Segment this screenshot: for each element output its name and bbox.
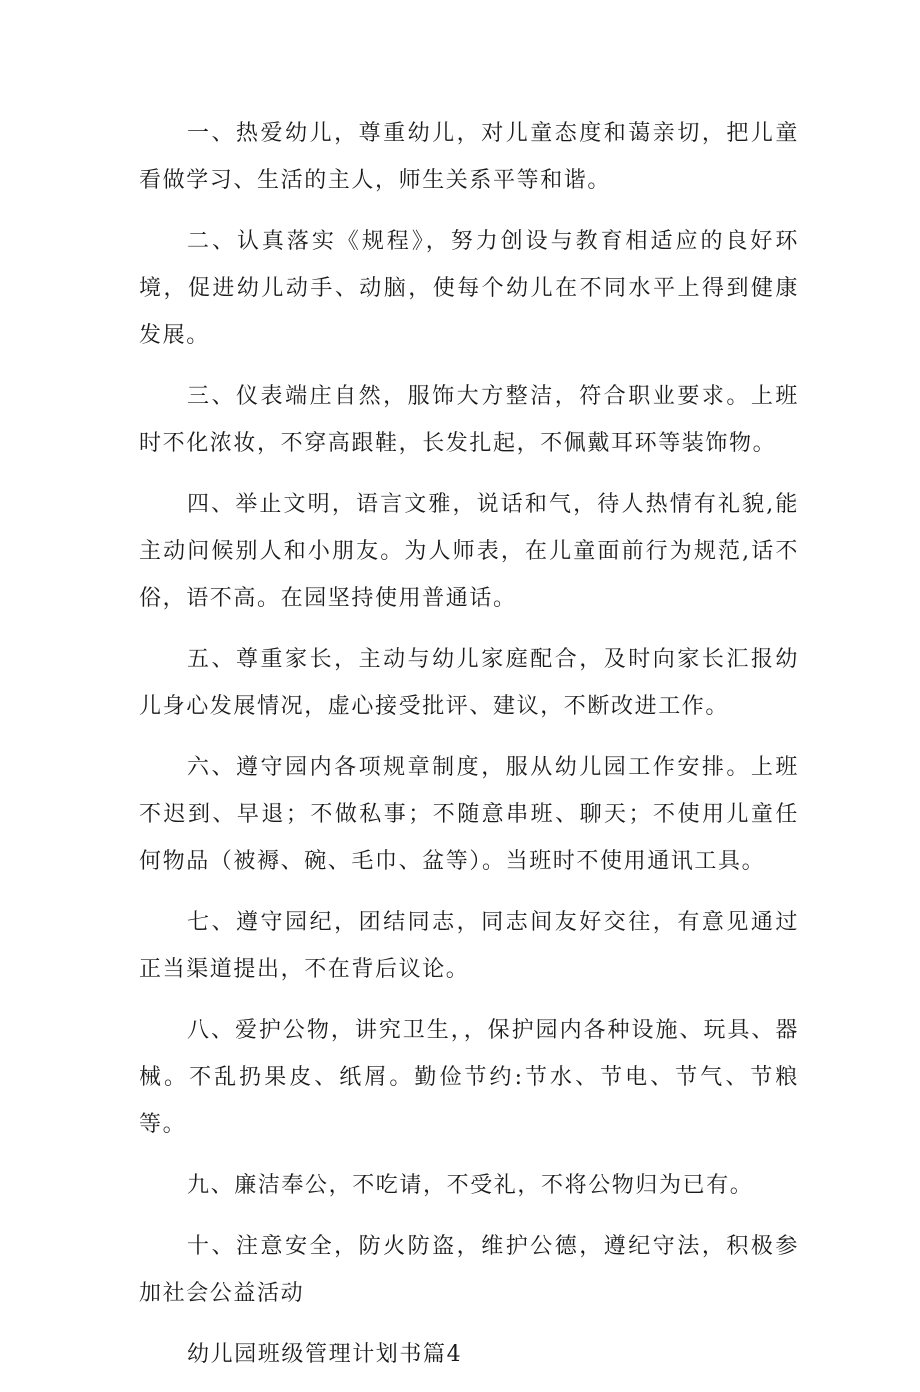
paragraph-10: 十、注意安全，防火防盗，维护公德，遵纪守法，积极参加社会公益活动 <box>139 1234 799 1306</box>
paragraph-4: 四、举止文明，语言文雅，说话和气，待人热情有礼貌,能主动问候别人和小朋友。为人师表，在儿童面前行为规范,话不俗，语不高。在园坚持使用普通话。 <box>139 492 799 611</box>
paragraph-9: 九、廉洁奉公，不吃请，不受礼，不将公物归为已有。 <box>187 1173 754 1198</box>
paragraph-3: 三、仪表端庄自然，服饰大方整洁，符合职业要求。上班时不化浓妆，不穿高跟鞋，长发扎起，不佩戴耳环等装饰物。 <box>139 384 799 456</box>
paragraph-5: 五、尊重家长，主动与幼儿家庭配合，及时向家长汇报幼儿身心发展情况，虚心接受批评、建议，不断改进工作。 <box>139 647 799 719</box>
paragraph-8: 八、爱护公物，讲究卫生，，保护园内各种设施、玩具、器械。不乱扔果皮、纸屑。勤俭节约:节水、节电、节气、节粮等。 <box>139 1018 799 1137</box>
paragraph-7: 七、遵守园纪，团结同志，同志间友好交往，有意见通过正当渠道提出，不在背后议论。 <box>139 910 799 982</box>
paragraph-2: 二、认真落实《规程》，努力创设与教育相适应的良好环境，促进幼儿动手、动脑，使每个幼儿在不同水平上得到健康发展。 <box>139 229 799 348</box>
document-body <box>139 110 799 1392</box>
paragraph-1: 一、热爱幼儿，尊重幼儿，对儿童态度和蔼亲切，把儿童看做学习、生活的主人，师生关系平等和谐。 <box>139 121 799 193</box>
paragraph-6: 六、遵守园内各项规章制度，服从幼儿园工作安排。上班不迟到、早退；不做私事；不随意串班、聊天；不使用儿童任何物品（被褥、碗、毛巾、盆等）。当班时不使用通讯工具。 <box>139 755 799 874</box>
section-heading: 幼儿园班级管理计划书篇4 <box>187 1342 463 1367</box>
